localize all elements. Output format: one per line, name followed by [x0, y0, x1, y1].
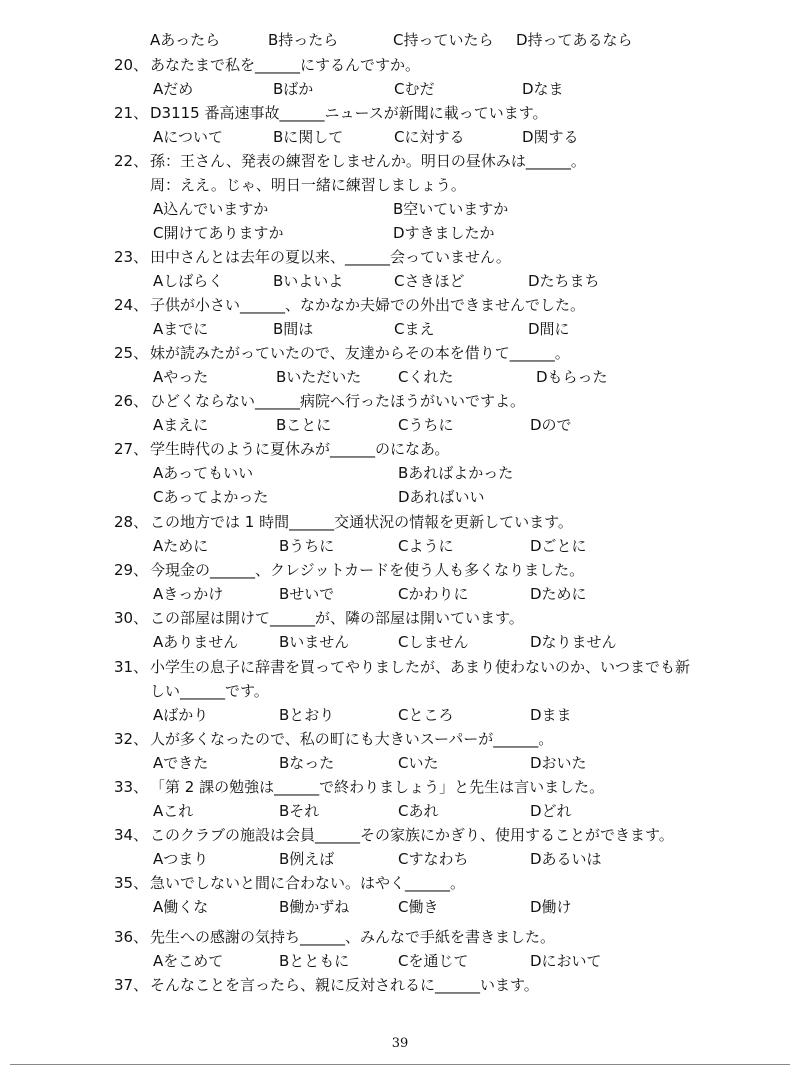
option-a: Aについて [153, 128, 223, 146]
option-c: Cうちに [398, 416, 454, 434]
option-a: Aために [153, 537, 209, 555]
question-35-options [0, 895, 800, 919]
question-35 [0, 871, 800, 895]
option-b: Bあればよかった [398, 464, 514, 482]
option-b: B空いていますか [393, 200, 509, 218]
option-b: Bばか [273, 80, 314, 98]
question-29-options [0, 582, 800, 606]
question-36 [0, 925, 800, 949]
option-d: Dあればいい [398, 488, 485, 506]
question-33-options [0, 799, 800, 823]
option-d: Dあるいは [530, 850, 602, 868]
question-22-options-2 [0, 221, 800, 245]
question-34-options [0, 847, 800, 871]
option-b: Bとおり [279, 706, 335, 724]
question-26 [0, 389, 800, 413]
question-27-options-2 [0, 485, 800, 509]
option-a: Aしばらく [153, 272, 224, 290]
question-28 [0, 510, 800, 534]
question-20 [0, 53, 800, 77]
option-d: Dすきましたか [393, 224, 495, 242]
question-34 [0, 823, 800, 847]
option-c: Cところ [398, 706, 454, 724]
question-text: 孫：王さん、発表の練習をしませんか。明日の昼休みは______。 [150, 152, 586, 170]
question-25 [0, 341, 800, 365]
option-b: Bそれ [279, 802, 320, 820]
option-a: Aきっかけ [153, 585, 224, 603]
question-text: 妹が読みたがっていたので、友達からその本を借りて______。 [150, 344, 570, 362]
option-c: Cを通じて [398, 952, 469, 970]
question-text: 「第 2 課の勉強は______で終わりましょう」と先生は言いました。 [150, 778, 605, 796]
option-b: B持ったら [268, 31, 339, 49]
option-c: Cくれた [398, 368, 454, 386]
option-d: Dもらった [536, 368, 608, 386]
question-30 [0, 606, 800, 630]
question-text: D3115 番高速事故______ニュースが新聞に載っています。 [150, 104, 548, 122]
option-a: A込んでいますか [153, 200, 269, 218]
question-text: 田中さんとは去年の夏以来、______会っていません。 [150, 248, 511, 266]
question-number: 35、 [114, 874, 149, 892]
option-d: Dので [530, 416, 572, 434]
option-b: Bせいで [279, 585, 335, 603]
option-d: D働け [530, 898, 572, 916]
option-a: Aこれ [153, 802, 194, 820]
question-31-options [0, 703, 800, 727]
question-28-options [0, 534, 800, 558]
option-d: D持ってあるなら [516, 31, 633, 49]
option-d: D間に [528, 320, 570, 338]
option-b: Bいよいよ [273, 272, 344, 290]
option-c: Cすなわち [398, 850, 469, 868]
option-b: Bうちに [279, 537, 335, 555]
option-a: Aばかり [153, 706, 209, 724]
question-number: 37、 [114, 976, 149, 994]
page-number: 39 [391, 1036, 409, 1051]
option-b: Bいません [279, 633, 350, 651]
question-30-options [0, 630, 800, 654]
question-text: しい______です。 [150, 682, 269, 700]
question-number: 31、 [114, 658, 149, 676]
option-a: Aできた [153, 754, 209, 772]
question-27-options-1 [0, 461, 800, 485]
option-b: B働かずね [279, 898, 350, 916]
option-b: B間は [273, 320, 314, 338]
option-d: Dまま [530, 706, 572, 724]
question-23-options [0, 269, 800, 293]
option-a: Aだめ [153, 80, 194, 98]
question-32-options [0, 751, 800, 775]
question-number: 32、 [114, 730, 149, 748]
option-c: Cあれ [398, 802, 439, 820]
question-22-line-2 [0, 173, 800, 197]
question-24 [0, 293, 800, 317]
question-text: ひどくならない______病院へ行ったほうがいいですよ。 [150, 392, 526, 410]
option-a: Aやった [153, 368, 209, 386]
option-d: Dごとに [530, 537, 587, 555]
question-33 [0, 775, 800, 799]
question-21-options [0, 125, 800, 149]
option-b: B例えば [279, 850, 335, 868]
question-text: 学生時代のように夏休みが______のになあ。 [150, 440, 450, 458]
question-25-options [0, 365, 800, 389]
option-c: C持っていたら [393, 31, 494, 49]
option-a: Aあったら [150, 31, 221, 49]
question-number: 30、 [114, 609, 149, 627]
question-text: 先生への感謝の気持ち______、みんなで手紙を書きました。 [150, 928, 556, 946]
option-a: Aをこめて [153, 952, 224, 970]
option-b: Bに関して [273, 128, 344, 146]
question-number: 24、 [114, 296, 149, 314]
bottom-rule [10, 1064, 790, 1065]
question-text: この地方では 1 時間______交通状況の情報を更新しています。 [150, 513, 573, 531]
option-c: Cむだ [394, 80, 435, 98]
option-c: Cしません [398, 633, 469, 651]
option-d: Dにおいて [530, 952, 602, 970]
question-21 [0, 101, 800, 125]
question-number: 29、 [114, 561, 149, 579]
option-c: Cあってよかった [153, 488, 269, 506]
question-text: 今現金の______、クレジットカードを使う人も多くなりました。 [150, 561, 585, 579]
question-number: 25、 [114, 344, 149, 362]
option-a: Aまでに [153, 320, 209, 338]
option-c: Cさきほど [394, 272, 465, 290]
question-31 [0, 655, 800, 679]
question-text: この部屋は開けて______が、隣の部屋は開いています。 [150, 609, 524, 627]
question-31-line-2 [0, 679, 800, 703]
question-20-options [0, 77, 800, 101]
option-b: Bとともに [279, 952, 350, 970]
option-c: Cように [398, 537, 454, 555]
question-number: 33、 [114, 778, 149, 796]
question-23 [0, 245, 800, 269]
question-text: 周：ええ。じゃ、明日一緒に練習しましょう。 [150, 176, 466, 194]
question-number: 28、 [114, 513, 149, 531]
option-c: Cいた [398, 754, 439, 772]
question-36-options [0, 949, 800, 973]
option-c: Cかわりに [398, 585, 469, 603]
question-24-options [0, 317, 800, 341]
question-text: そんなことを言ったら、親に反対されるに______います。 [150, 976, 539, 994]
question-26-options [0, 413, 800, 437]
question-text: 人が多くなったので、私の町にも大きいスーパーが______。 [150, 730, 554, 748]
option-d: D関する [522, 128, 579, 146]
option-a: A働くな [153, 898, 209, 916]
option-b: Bなった [279, 754, 335, 772]
question-text: あなたまで私を______にするんですか。 [150, 56, 421, 74]
q19-options-row [0, 28, 800, 52]
option-b: Bいただいた [276, 368, 362, 386]
question-22 [0, 149, 800, 173]
option-d: Dたちまち [528, 272, 600, 290]
option-b: Bことに [276, 416, 332, 434]
question-text: 子供が小さい______、なかなか夫婦での外出できませんでした。 [150, 296, 586, 314]
question-number: 20、 [114, 56, 149, 74]
question-37 [0, 973, 800, 997]
question-number: 27、 [114, 440, 149, 458]
option-a: Aまえに [153, 416, 209, 434]
question-29 [0, 558, 800, 582]
question-27 [0, 437, 800, 461]
option-a: Aありません [153, 633, 239, 651]
option-c: Cに対する [394, 128, 465, 146]
question-text: 急いでしないと間に合わない。はやく______。 [150, 874, 466, 892]
question-text: 小学生の息子に辞書を買ってやりましたが、あまり使わないのか、いつまでも新 [150, 658, 691, 676]
question-number: 22、 [114, 152, 149, 170]
option-c: C開けてありますか [153, 224, 284, 242]
question-number: 21、 [114, 104, 149, 122]
question-number: 36、 [114, 928, 149, 946]
option-c: Cまえ [394, 320, 435, 338]
option-a: Aあってもいい [153, 464, 254, 482]
option-d: Dどれ [530, 802, 572, 820]
option-d: Dなま [522, 80, 564, 98]
question-number: 26、 [114, 392, 149, 410]
question-number: 34、 [114, 826, 149, 844]
question-number: 23、 [114, 248, 149, 266]
question-text: このクラブの施設は会員______その家族にかぎり、使用することができます。 [150, 826, 674, 844]
option-d: Dなりません [530, 633, 617, 651]
question-22-options-1 [0, 197, 800, 221]
option-c: C働き [398, 898, 439, 916]
option-a: Aつまり [153, 850, 209, 868]
question-32 [0, 727, 800, 751]
option-d: Dために [530, 585, 587, 603]
option-d: Dおいた [530, 754, 587, 772]
